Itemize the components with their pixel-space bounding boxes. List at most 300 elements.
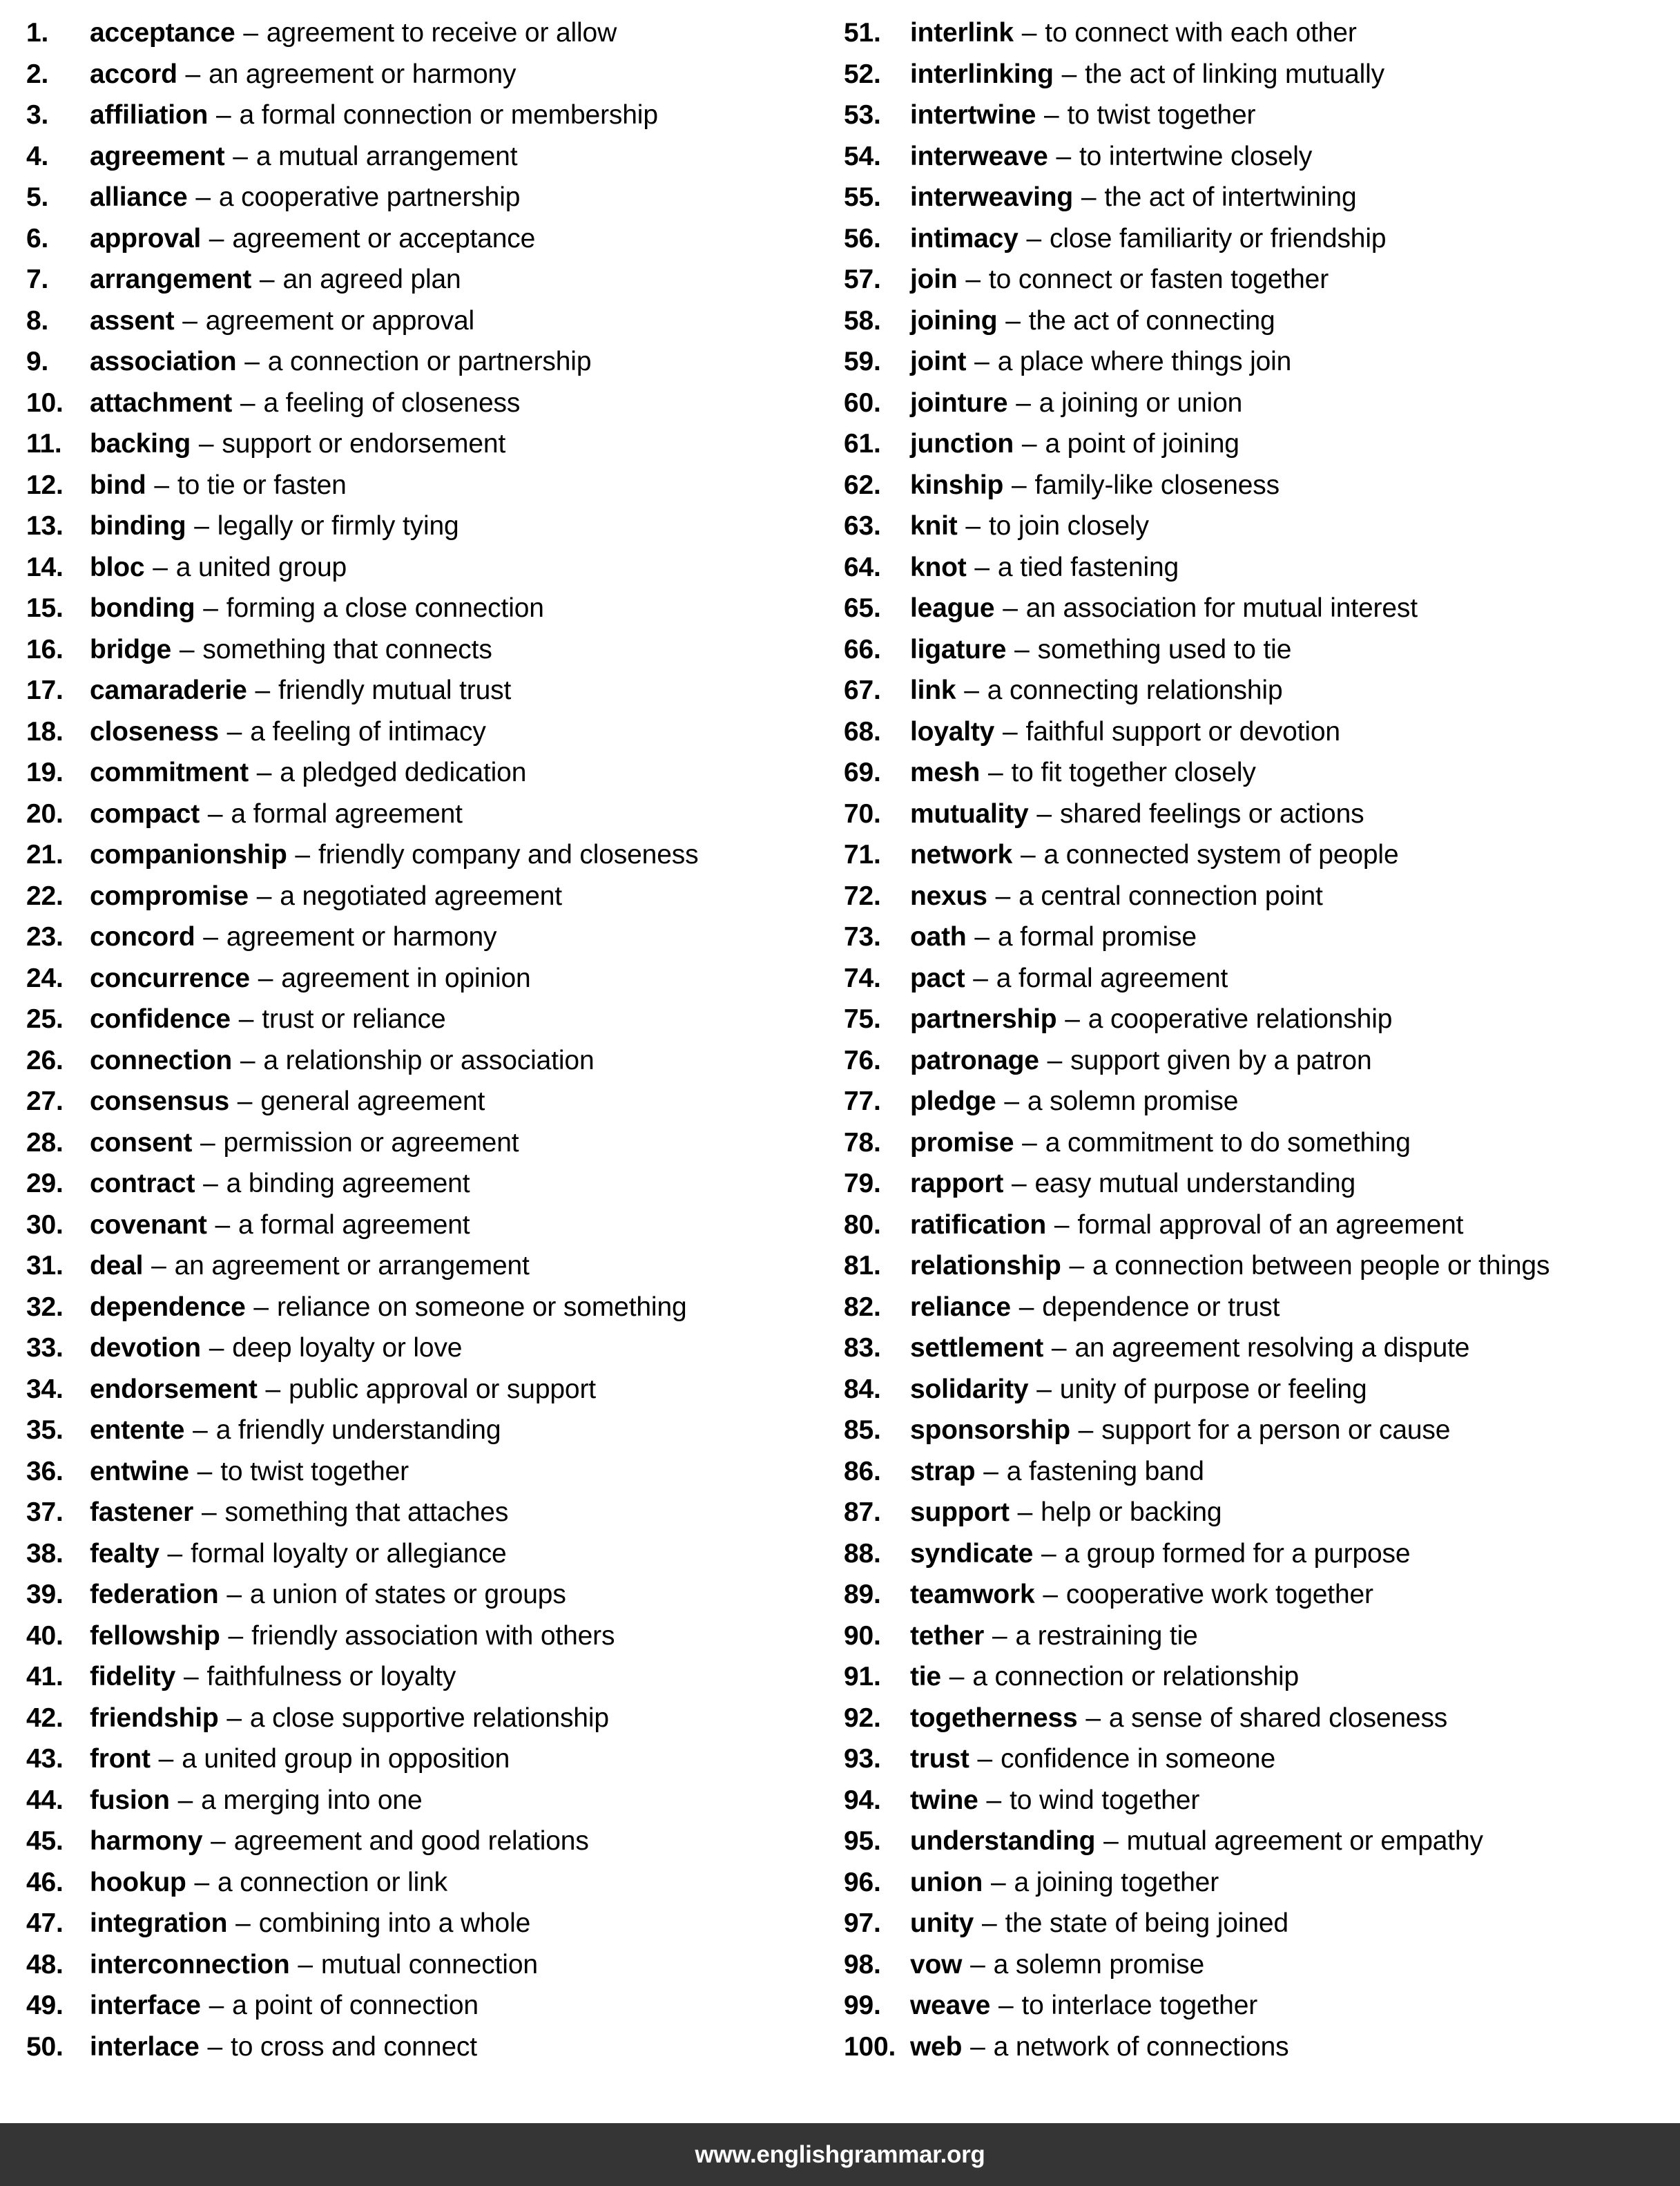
item-number: 99. xyxy=(844,1991,881,2020)
item-body xyxy=(910,1205,1463,1246)
item-term: tether xyxy=(910,1620,985,1651)
item-definition: an agreed plan xyxy=(282,265,461,294)
item-separator-dash: – xyxy=(970,1949,985,1979)
item-definition: to connect with each other xyxy=(1045,18,1357,48)
item-term: consensus xyxy=(90,1086,229,1116)
item-number: 6. xyxy=(26,223,49,253)
item-body xyxy=(90,136,517,178)
item-definition: public approval or support xyxy=(289,1374,596,1404)
item-number: 27. xyxy=(26,1086,64,1116)
word-list-item xyxy=(844,1245,1680,1287)
item-number: 15. xyxy=(26,593,64,623)
item-body xyxy=(910,876,1323,917)
item-number: 7. xyxy=(26,265,49,294)
item-separator-dash: – xyxy=(1003,716,1018,747)
item-term: jointure xyxy=(910,387,1008,418)
item-body xyxy=(90,1656,456,1698)
word-list-item xyxy=(26,917,815,958)
item-term: joint xyxy=(910,347,967,376)
item-separator-dash: – xyxy=(995,881,1011,911)
item-term: strap xyxy=(910,1456,976,1486)
item-separator-dash: – xyxy=(207,2031,223,2062)
word-list-item xyxy=(844,917,1680,958)
item-body xyxy=(910,670,1283,711)
item-term: devotion xyxy=(90,1333,201,1363)
item-term: settlement xyxy=(910,1333,1044,1363)
word-list-item xyxy=(26,1862,815,1904)
item-number: 69. xyxy=(844,758,881,787)
item-number: 100. xyxy=(844,2031,896,2062)
item-separator-dash: – xyxy=(1056,141,1072,171)
item-term: support xyxy=(910,1497,1010,1527)
word-list-item xyxy=(26,1574,815,1615)
item-number: 89. xyxy=(844,1580,881,1609)
item-definition: a union of states or groups xyxy=(249,1580,566,1609)
item-separator-dash: – xyxy=(209,1333,224,1363)
item-number: 38. xyxy=(26,1538,64,1569)
item-number: 10. xyxy=(26,387,64,418)
item-body xyxy=(910,834,1399,876)
word-list-item xyxy=(844,423,1680,465)
item-definition: a connection or link xyxy=(218,1867,448,1897)
item-body xyxy=(910,917,1197,958)
word-list-item xyxy=(844,1410,1680,1451)
item-body xyxy=(90,1574,566,1615)
item-body xyxy=(90,1205,470,1246)
item-number: 62. xyxy=(844,470,881,500)
item-body xyxy=(910,423,1239,465)
item-definition: dependence or trust xyxy=(1042,1292,1280,1322)
word-list-item xyxy=(844,1656,1680,1698)
item-body xyxy=(90,1492,508,1533)
item-definition: a sense of shared closeness xyxy=(1108,1703,1448,1733)
item-term: kinship xyxy=(910,470,1004,500)
item-body xyxy=(910,1040,1372,1082)
item-definition: a friendly understanding xyxy=(215,1415,501,1445)
item-term: league xyxy=(910,593,995,623)
item-number: 29. xyxy=(26,1169,64,1198)
word-list-item xyxy=(844,547,1680,588)
item-term: fealty xyxy=(90,1538,160,1569)
item-body xyxy=(910,1862,1219,1904)
item-number: 8. xyxy=(26,305,49,336)
word-list-item xyxy=(26,12,815,54)
item-separator-dash: – xyxy=(986,1785,1002,1815)
item-term: arrangement xyxy=(90,265,252,294)
item-number: 20. xyxy=(26,798,64,829)
word-list-item xyxy=(26,1122,815,1164)
item-definition: an agreement or harmony xyxy=(209,59,516,89)
item-definition: a tied fastening xyxy=(997,552,1179,582)
item-term: teamwork xyxy=(910,1580,1035,1609)
word-list-item xyxy=(844,1205,1680,1246)
item-body xyxy=(90,1451,409,1493)
item-number: 57. xyxy=(844,265,881,294)
item-number: 50. xyxy=(26,2031,64,2062)
item-body xyxy=(90,1122,519,1164)
item-definition: an agreement resolving a dispute xyxy=(1074,1333,1470,1363)
item-number: 45. xyxy=(26,1826,64,1856)
item-number: 80. xyxy=(844,1209,881,1240)
item-definition: a merging into one xyxy=(201,1785,423,1815)
item-number: 70. xyxy=(844,798,881,829)
item-separator-dash: – xyxy=(203,593,218,623)
item-definition: something used to tie xyxy=(1037,634,1292,664)
word-list-item xyxy=(844,1287,1680,1328)
item-number: 22. xyxy=(26,881,64,911)
item-definition: a connection or relationship xyxy=(972,1662,1300,1691)
item-separator-dash: – xyxy=(1018,1292,1034,1322)
item-term: association xyxy=(90,347,237,376)
item-number: 48. xyxy=(26,1949,64,1979)
item-number: 44. xyxy=(26,1785,64,1815)
item-body xyxy=(90,506,459,547)
item-definition: a united group in opposition xyxy=(182,1744,510,1774)
item-term: junction xyxy=(910,429,1014,459)
item-definition: something that connects xyxy=(202,634,492,664)
item-definition: confidence in someone xyxy=(1001,1744,1276,1774)
item-body xyxy=(90,54,516,95)
item-definition: a cooperative partnership xyxy=(218,182,521,212)
item-body xyxy=(910,506,1149,547)
item-separator-dash: – xyxy=(983,1456,998,1486)
item-separator-dash: – xyxy=(1005,305,1021,336)
item-body xyxy=(910,1369,1367,1410)
item-number: 31. xyxy=(26,1251,64,1281)
item-term: front xyxy=(90,1744,151,1774)
word-list-item xyxy=(26,423,815,465)
word-list-item xyxy=(844,1862,1680,1904)
item-definition: a binding agreement xyxy=(226,1169,470,1198)
word-list-item xyxy=(26,1040,815,1082)
item-number: 5. xyxy=(26,182,49,212)
item-definition: to connect or fasten together xyxy=(988,265,1329,294)
item-definition: general agreement xyxy=(260,1086,485,1116)
item-number: 13. xyxy=(26,511,64,541)
item-number: 79. xyxy=(844,1169,881,1198)
item-number: 51. xyxy=(844,18,881,48)
item-term: partnership xyxy=(910,1004,1057,1034)
word-list-item xyxy=(844,670,1680,711)
item-number: 74. xyxy=(844,963,881,993)
item-term: interconnection xyxy=(90,1949,290,1979)
item-separator-dash: – xyxy=(194,1867,210,1897)
word-list-item xyxy=(844,1081,1680,1122)
item-term: compromise xyxy=(90,881,249,911)
item-definition: a solemn promise xyxy=(1027,1086,1239,1116)
item-number: 35. xyxy=(26,1415,64,1445)
word-list-item xyxy=(844,95,1680,136)
item-number: 3. xyxy=(26,100,49,130)
item-term: nexus xyxy=(910,881,987,911)
item-definition: a network of connections xyxy=(993,2031,1289,2062)
item-term: vow xyxy=(910,1949,963,1979)
item-term: acceptance xyxy=(90,18,235,48)
item-definition: permission or agreement xyxy=(223,1127,519,1158)
item-separator-dash: – xyxy=(974,552,990,582)
item-definition: a formal agreement xyxy=(238,1209,470,1240)
item-separator-dash: – xyxy=(298,1949,313,1979)
item-definition: friendly mutual trust xyxy=(278,675,512,705)
item-term: togetherness xyxy=(910,1703,1078,1733)
item-number: 91. xyxy=(844,1662,881,1691)
item-body xyxy=(90,1533,507,1575)
item-body xyxy=(910,999,1392,1040)
item-separator-dash: – xyxy=(226,1580,242,1609)
word-list-item xyxy=(844,1738,1680,1780)
left-column xyxy=(0,0,815,2067)
item-definition: a solemn promise xyxy=(993,1949,1205,1979)
word-list-item xyxy=(26,588,815,629)
item-term: fusion xyxy=(90,1785,170,1815)
item-separator-dash: – xyxy=(1103,1826,1119,1856)
item-term: bind xyxy=(90,470,146,500)
item-number: 47. xyxy=(26,1908,64,1938)
item-body xyxy=(910,547,1179,588)
item-separator-dash: – xyxy=(965,511,981,541)
item-separator-dash: – xyxy=(198,429,214,459)
item-body xyxy=(90,670,511,711)
item-definition: to fit together closely xyxy=(1011,758,1256,787)
item-number: 90. xyxy=(844,1620,881,1651)
item-number: 14. xyxy=(26,552,64,582)
item-number: 16. xyxy=(26,634,64,664)
item-separator-dash: – xyxy=(195,182,211,212)
item-definition: agreement to receive or allow xyxy=(266,18,617,48)
item-definition: to interlace together xyxy=(1021,1991,1258,2020)
item-separator-dash: – xyxy=(1016,387,1031,418)
item-separator-dash: – xyxy=(1021,18,1037,48)
item-number: 32. xyxy=(26,1292,64,1322)
item-body xyxy=(90,1985,479,2026)
item-term: pledge xyxy=(910,1086,996,1116)
item-separator-dash: – xyxy=(992,1620,1007,1651)
item-term: affiliation xyxy=(90,100,209,130)
item-body xyxy=(90,834,698,876)
item-term: compact xyxy=(90,798,200,829)
item-separator-dash: – xyxy=(1003,593,1018,623)
item-body xyxy=(90,300,474,342)
item-number: 19. xyxy=(26,758,64,787)
item-body xyxy=(910,1163,1355,1205)
item-separator-dash: – xyxy=(154,470,170,500)
item-definition: a formal agreement xyxy=(996,963,1228,993)
word-list-item xyxy=(26,259,815,300)
item-term: deal xyxy=(90,1251,144,1281)
item-separator-dash: – xyxy=(1017,1497,1033,1527)
item-number: 65. xyxy=(844,593,881,623)
item-separator-dash: – xyxy=(964,675,979,705)
item-body xyxy=(910,136,1312,178)
word-list-item xyxy=(844,1944,1680,1986)
item-definition: to twist together xyxy=(220,1456,409,1486)
item-term: entwine xyxy=(90,1456,189,1486)
item-body xyxy=(90,95,658,136)
word-list-item xyxy=(844,876,1680,917)
item-separator-dash: – xyxy=(238,1004,254,1034)
item-definition: agreement or harmony xyxy=(226,922,497,952)
item-separator-dash: – xyxy=(153,552,168,582)
item-body xyxy=(910,1985,1257,2026)
item-term: attachment xyxy=(90,387,233,418)
item-number: 94. xyxy=(844,1785,881,1815)
item-separator-dash: – xyxy=(253,1292,269,1322)
item-term: join xyxy=(910,265,958,294)
item-separator-dash: – xyxy=(215,1209,231,1240)
item-separator-dash: – xyxy=(209,223,224,253)
item-body xyxy=(910,1903,1288,1944)
item-body xyxy=(90,917,496,958)
word-list-item xyxy=(844,999,1680,1040)
item-number: 33. xyxy=(26,1333,64,1363)
word-list-item xyxy=(844,177,1680,218)
item-definition: a pledged dedication xyxy=(280,758,527,787)
item-number: 75. xyxy=(844,1004,881,1034)
item-number: 18. xyxy=(26,716,64,747)
item-definition: faithfulness or loyalty xyxy=(206,1662,456,1691)
item-definition: support for a person or cause xyxy=(1101,1415,1451,1445)
item-definition: combining into a whole xyxy=(258,1908,531,1938)
word-list-item xyxy=(26,465,815,506)
item-body xyxy=(910,1574,1373,1615)
item-definition: a feeling of closeness xyxy=(263,387,521,418)
item-number: 9. xyxy=(26,347,49,376)
item-separator-dash: – xyxy=(1051,1333,1067,1363)
item-number: 30. xyxy=(26,1209,64,1240)
item-term: harmony xyxy=(90,1826,203,1856)
item-number: 87. xyxy=(844,1497,881,1527)
item-body xyxy=(910,95,1255,136)
item-body xyxy=(90,177,520,218)
item-number: 88. xyxy=(844,1538,881,1569)
item-number: 78. xyxy=(844,1127,881,1158)
word-list-item xyxy=(26,999,815,1040)
footer-website-url: www.englishgrammar.org xyxy=(695,2141,985,2168)
item-definition: shared feelings or actions xyxy=(1059,798,1364,829)
word-list-item xyxy=(26,1245,815,1287)
item-definition: a point of connection xyxy=(232,1991,479,2020)
word-list-item xyxy=(844,1698,1680,1739)
item-term: joining xyxy=(910,305,998,336)
item-number: 49. xyxy=(26,1991,64,2020)
item-number: 26. xyxy=(26,1045,64,1075)
word-list-item xyxy=(26,1369,815,1410)
item-number: 73. xyxy=(844,922,881,952)
word-list-item xyxy=(26,1163,815,1205)
word-list-item xyxy=(26,136,815,178)
item-body xyxy=(910,1821,1483,1862)
item-definition: forming a close connection xyxy=(226,593,544,623)
item-number: 85. xyxy=(844,1415,881,1445)
word-list-item xyxy=(26,711,815,753)
item-body xyxy=(910,341,1291,383)
item-body xyxy=(910,1615,1198,1657)
item-number: 24. xyxy=(26,963,64,993)
word-list-item xyxy=(26,1780,815,1821)
item-term: unity xyxy=(910,1908,974,1938)
item-term: intimacy xyxy=(910,223,1018,253)
item-separator-dash: – xyxy=(1011,1169,1027,1198)
item-definition: agreement and good relations xyxy=(233,1826,589,1856)
item-separator-dash: – xyxy=(158,1744,174,1774)
item-number: 56. xyxy=(844,223,881,253)
item-term: weave xyxy=(910,1991,991,2020)
item-term: solidarity xyxy=(910,1374,1029,1404)
word-list-item xyxy=(26,1944,815,1986)
item-body xyxy=(910,54,1384,95)
word-list-item xyxy=(26,1287,815,1328)
item-body xyxy=(90,547,347,588)
right-column xyxy=(815,0,1680,2067)
word-list-item xyxy=(26,1451,815,1493)
item-body xyxy=(90,423,505,465)
item-separator-dash: – xyxy=(970,2031,985,2062)
item-definition: a united group xyxy=(175,552,347,582)
item-number: 37. xyxy=(26,1497,64,1527)
word-list-item xyxy=(26,1903,815,1944)
word-list-item xyxy=(26,670,815,711)
item-separator-dash: – xyxy=(1069,1251,1085,1281)
item-body xyxy=(910,1698,1447,1739)
item-definition: a feeling of intimacy xyxy=(250,716,486,747)
item-definition: to tie or fasten xyxy=(177,470,347,500)
item-term: assent xyxy=(90,305,175,336)
item-separator-dash: – xyxy=(1011,470,1027,500)
item-term: interlace xyxy=(90,2031,200,2062)
item-body xyxy=(910,752,1256,794)
item-term: bloc xyxy=(90,552,145,582)
item-separator-dash: – xyxy=(1044,100,1059,130)
word-list-item xyxy=(844,958,1680,999)
item-term: oath xyxy=(910,922,967,952)
word-list-item xyxy=(844,1451,1680,1493)
item-term: camaraderie xyxy=(90,675,247,705)
item-definition: support or endorsement xyxy=(222,429,506,459)
word-list-item xyxy=(26,834,815,876)
word-list-item xyxy=(26,383,815,424)
item-body xyxy=(90,794,463,835)
item-body xyxy=(910,2026,1288,2068)
item-number: 67. xyxy=(844,675,881,705)
item-number: 81. xyxy=(844,1251,881,1281)
item-separator-dash: – xyxy=(235,1908,251,1938)
item-definition: cooperative work together xyxy=(1065,1580,1373,1609)
word-list-item xyxy=(26,95,815,136)
item-number: 97. xyxy=(844,1908,881,1938)
item-body xyxy=(910,1780,1199,1821)
item-separator-dash: – xyxy=(185,59,201,89)
item-definition: the act of connecting xyxy=(1028,305,1275,336)
item-separator-dash: – xyxy=(183,1662,199,1691)
item-body xyxy=(90,629,492,671)
item-separator-dash: – xyxy=(1026,223,1042,253)
item-separator-dash: – xyxy=(240,1045,255,1075)
word-list-item xyxy=(26,1615,815,1657)
item-number: 17. xyxy=(26,675,64,705)
item-separator-dash: – xyxy=(1020,840,1036,870)
item-body xyxy=(910,12,1357,54)
item-separator-dash: – xyxy=(990,1867,1006,1897)
item-term: fastener xyxy=(90,1497,194,1527)
item-term: backing xyxy=(90,429,191,459)
item-definition: faithful support or devotion xyxy=(1025,716,1340,747)
item-body xyxy=(90,588,544,629)
item-separator-dash: – xyxy=(973,963,988,993)
word-list-item xyxy=(844,341,1680,383)
item-term: mutuality xyxy=(910,798,1029,829)
word-list-item xyxy=(844,834,1680,876)
item-definition: a restraining tie xyxy=(1015,1620,1198,1651)
